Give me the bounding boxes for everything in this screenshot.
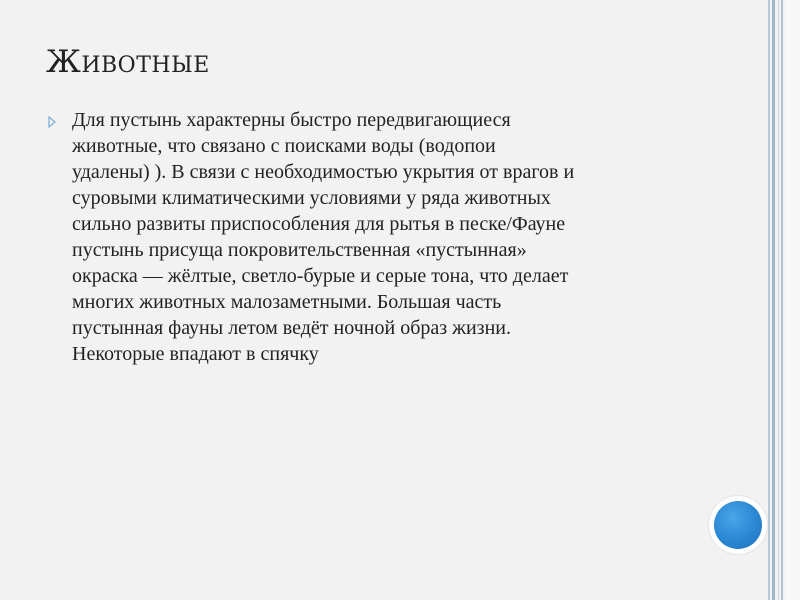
slide-title: Животные bbox=[46, 44, 210, 80]
decorative-circle bbox=[709, 496, 767, 554]
decorative-stripe bbox=[781, 0, 783, 600]
decorative-stripe bbox=[772, 0, 775, 600]
blue-circle-icon bbox=[714, 501, 762, 549]
bullet-mark-icon bbox=[46, 113, 58, 125]
bullet-text: Для пустынь характерны быстро передвигающиеся животные, что связано с поисками воды (водопои удалены) ). В связи с необходимостью укрытия от врагов и суровыми климатическими условиями у ряда животных сильно развиты приспособления для рытья в песке/Фауне пустынь присуща покровительственная «пустынная» окраска — жёлтые, светло-бурые и серые тона, что делает многих животных малозаметными. Большая часть пустынная фауны летом ведёт ночной образ жизни. Некоторые впадают в спячку bbox=[72, 109, 575, 365]
decorative-margin bbox=[785, 0, 800, 600]
decorative-stripe bbox=[778, 0, 779, 600]
decorative-stripe bbox=[768, 0, 770, 600]
